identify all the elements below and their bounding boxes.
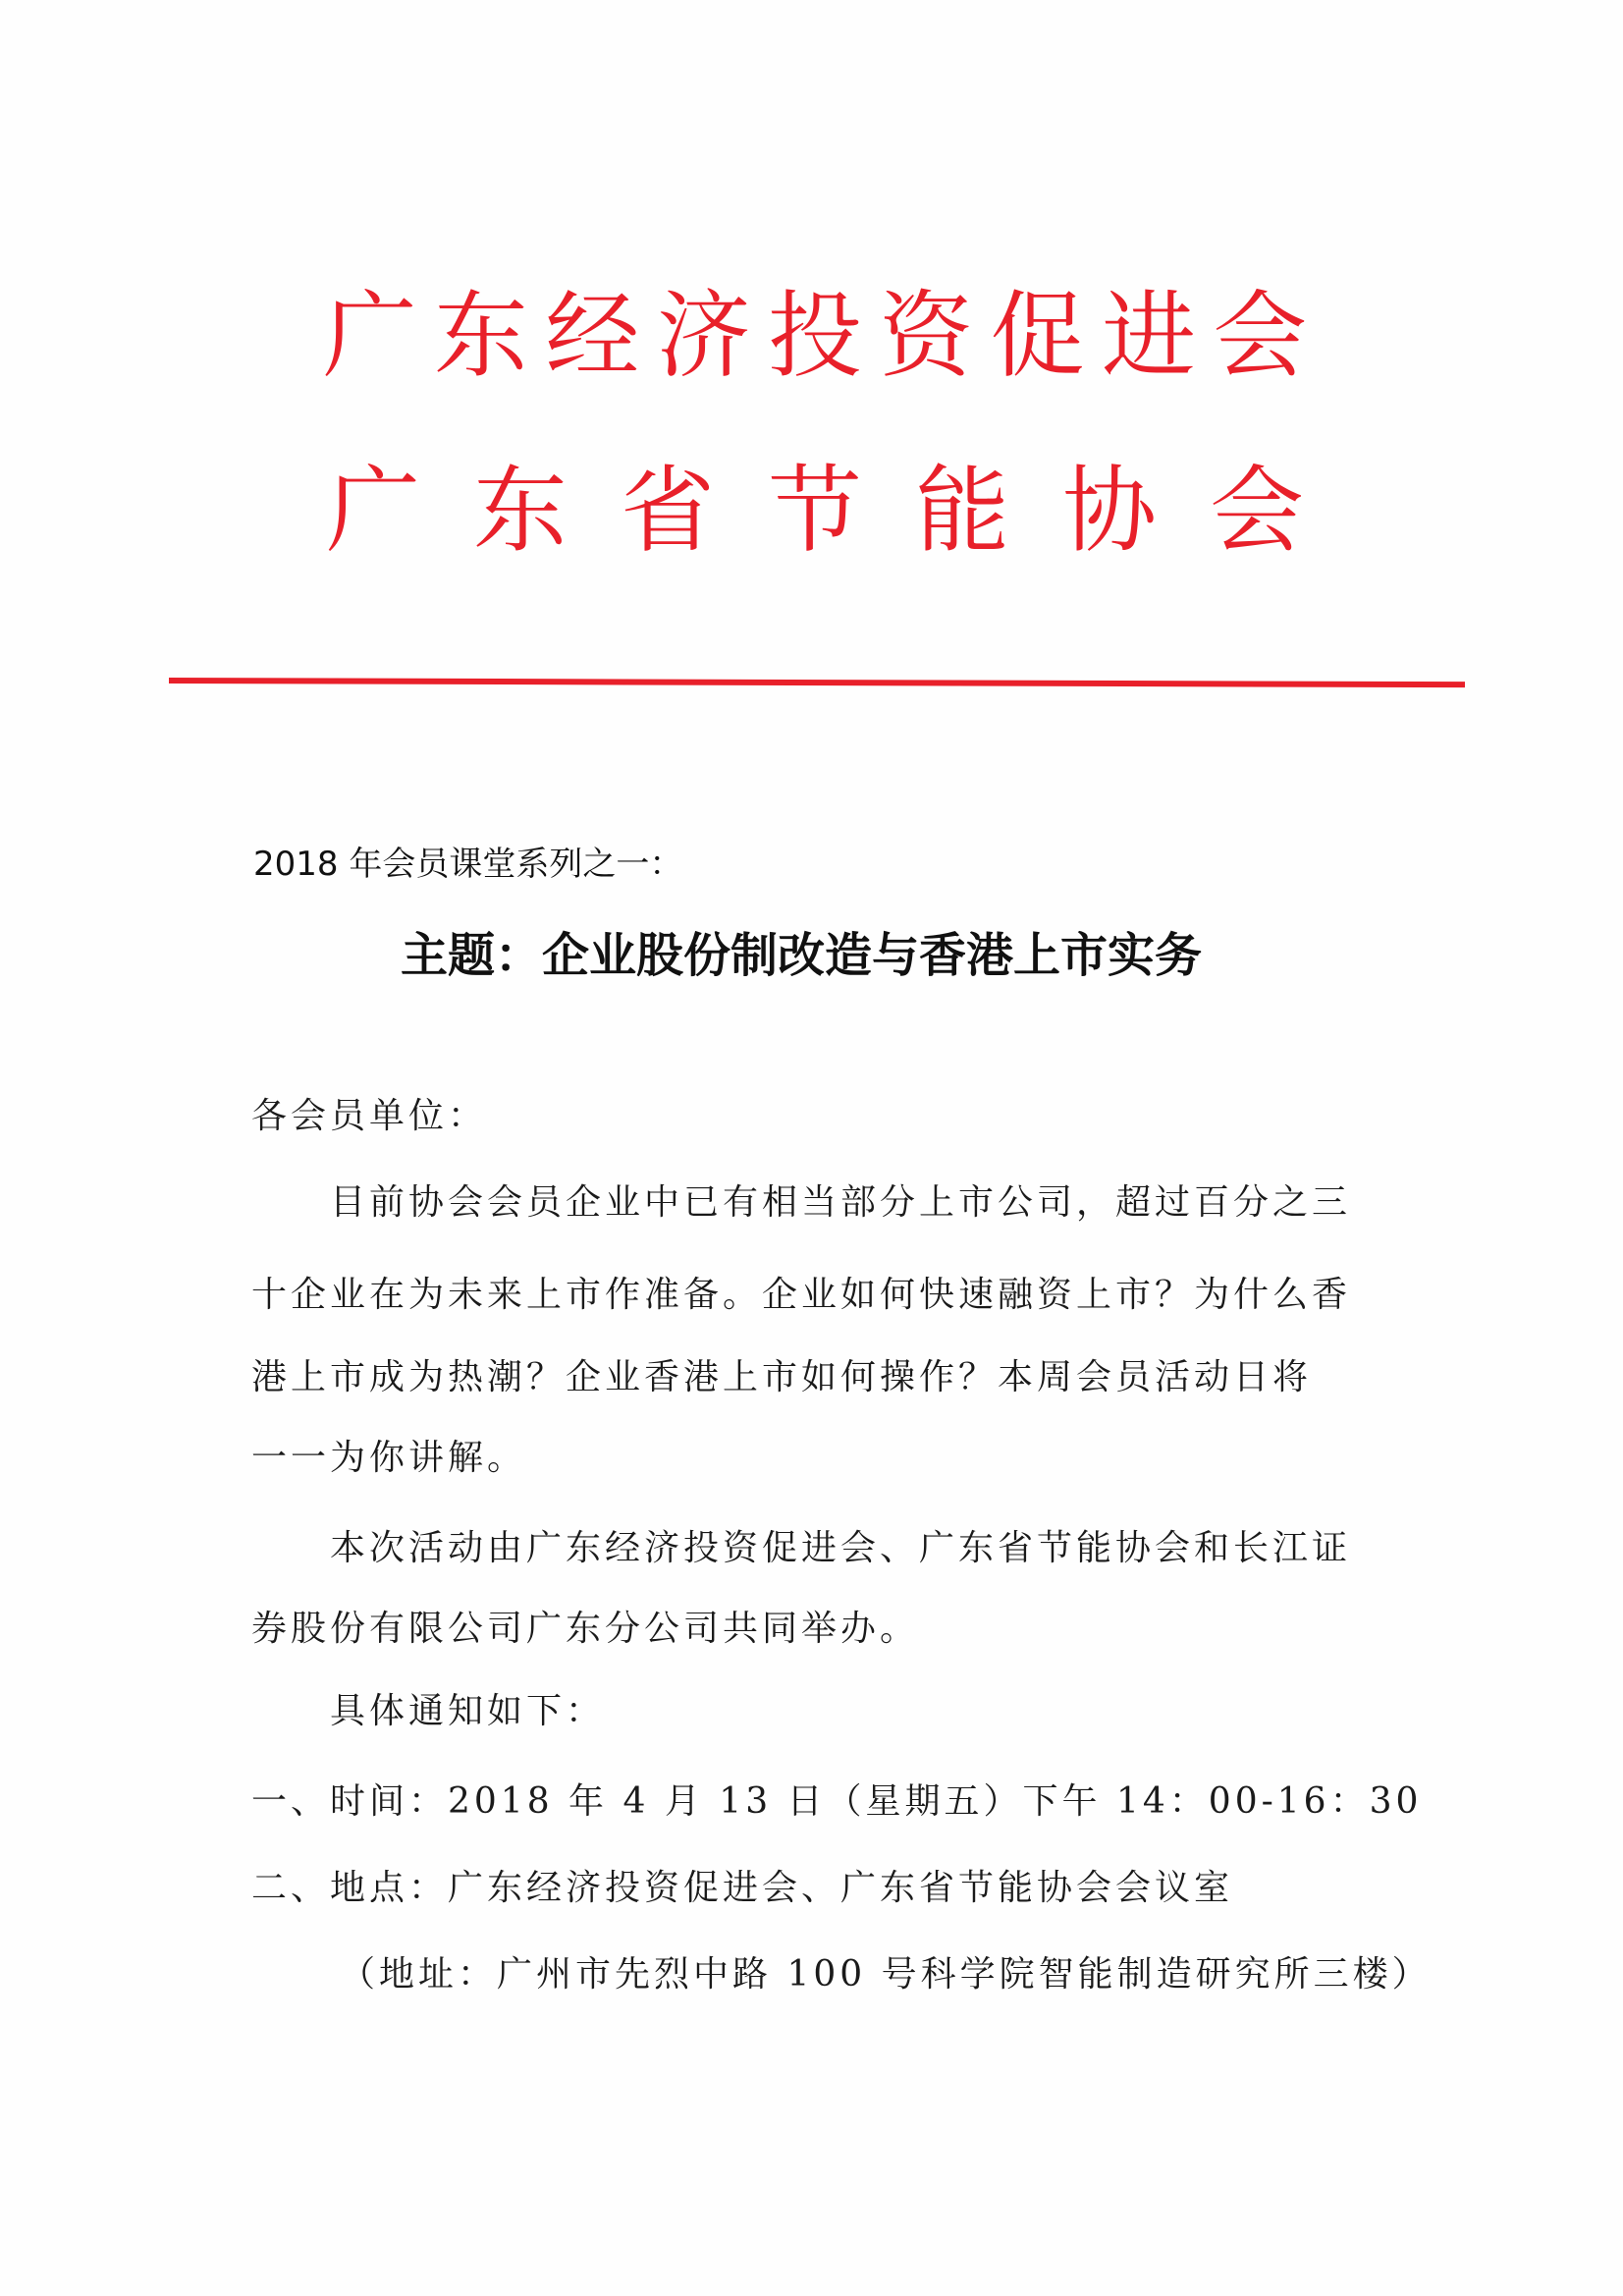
paragraph-1-line: 目前协会会员企业中已有相当部分上市公司，超过百分之三 bbox=[330, 1182, 1352, 1223]
letterhead-char: 会 bbox=[1210, 456, 1304, 566]
item-address: （地址：广州市先烈中路 100 号科学院智能制造研究所三楼） bbox=[340, 1954, 1432, 1995]
letterhead-char: 会 bbox=[1213, 281, 1308, 391]
letterhead-char: 省 bbox=[621, 456, 715, 566]
letterhead-char: 协 bbox=[1062, 456, 1157, 566]
letterhead-char: 济 bbox=[656, 281, 751, 391]
document-subject: 主题：企业股份制改造与香港上市实务 bbox=[401, 928, 1203, 983]
item-place: 二、地点：广东经济投资促进会、广东省节能协会会议室 bbox=[251, 1868, 1234, 1908]
series-label: 2018 年会员课堂系列之一： bbox=[253, 845, 683, 884]
letterhead-char: 能 bbox=[915, 456, 1009, 566]
paragraph-1-line: 一一为你讲解。 bbox=[251, 1438, 527, 1478]
letterhead-char: 东 bbox=[473, 456, 568, 566]
salutation: 各会员单位： bbox=[251, 1096, 488, 1136]
letterhead-char: 东 bbox=[433, 281, 528, 391]
letterhead-char: 经 bbox=[545, 281, 640, 391]
paragraph-1-line: 十企业在为未来上市作准备。企业如何快速融资上市？为什么香 bbox=[251, 1275, 1352, 1315]
letterhead-char: 节 bbox=[768, 456, 862, 566]
paragraph-2-line: 券股份有限公司广东分公司共同举办。 bbox=[251, 1609, 920, 1649]
letterhead-divider bbox=[169, 678, 1465, 687]
letterhead-char: 促 bbox=[990, 281, 1085, 391]
paragraph-1-line: 港上市成为热潮？企业香港上市如何操作？本周会员活动日将 bbox=[251, 1357, 1313, 1397]
letterhead-org-line-1 bbox=[314, 277, 1316, 395]
notice-intro: 具体通知如下： bbox=[330, 1691, 606, 1731]
letterhead-org-line-2 bbox=[314, 452, 1316, 570]
item-time: 一、时间：2018 年 4 月 13 日（星期五）下午 14：00-16：30 bbox=[251, 1781, 1423, 1822]
letterhead-char: 广 bbox=[326, 456, 420, 566]
paragraph-2-line: 本次活动由广东经济投资促进会、广东省节能协会和长江证 bbox=[330, 1528, 1352, 1568]
letterhead-char: 广 bbox=[322, 281, 417, 391]
letterhead-char: 进 bbox=[1101, 281, 1196, 391]
letterhead-char: 投 bbox=[767, 281, 862, 391]
letterhead-char: 资 bbox=[879, 281, 974, 391]
